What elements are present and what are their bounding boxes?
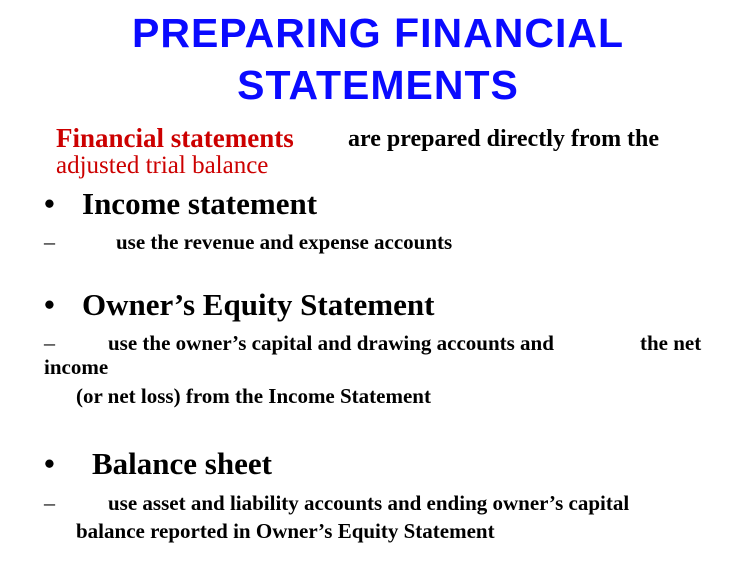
dash-icon: – [44,330,55,355]
slide-title-line2: STATEMENTS [237,62,519,108]
intro-red-text: Financial statements [56,123,294,153]
bullet-icon: • [44,446,55,481]
slide-title-line1: PREPARING FINANCIAL [131,10,625,56]
intro-black-text: are prepared directly from the [348,126,660,152]
income-statement-line: use the revenue and expense accounts [116,230,453,254]
balance-sheet-heading: Balance sheet [92,446,272,481]
dash-icon: – [44,490,55,515]
bullet-icon: • [44,287,55,322]
balance-sheet-line-1: use asset and liability accounts and ending owner’s capital [108,491,630,515]
owners-equity-heading: Owner’s Equity Statement [82,287,435,322]
owners-equity-line-3: (or net loss) from the Income Statement [76,384,431,408]
dash-icon: – [44,229,55,254]
intro-red-text-2: adjusted trial balance [56,152,269,179]
owners-equity-line-2: income [44,355,109,379]
owners-equity-line-1b: the net [640,331,702,355]
bullet-icon: • [44,186,55,221]
balance-sheet-line-2: balance reported in Owner’s Equity Statement [76,519,495,543]
income-statement-heading: Income statement [82,186,318,221]
owners-equity-line-1: use the owner’s capital and drawing accounts and [108,331,554,355]
